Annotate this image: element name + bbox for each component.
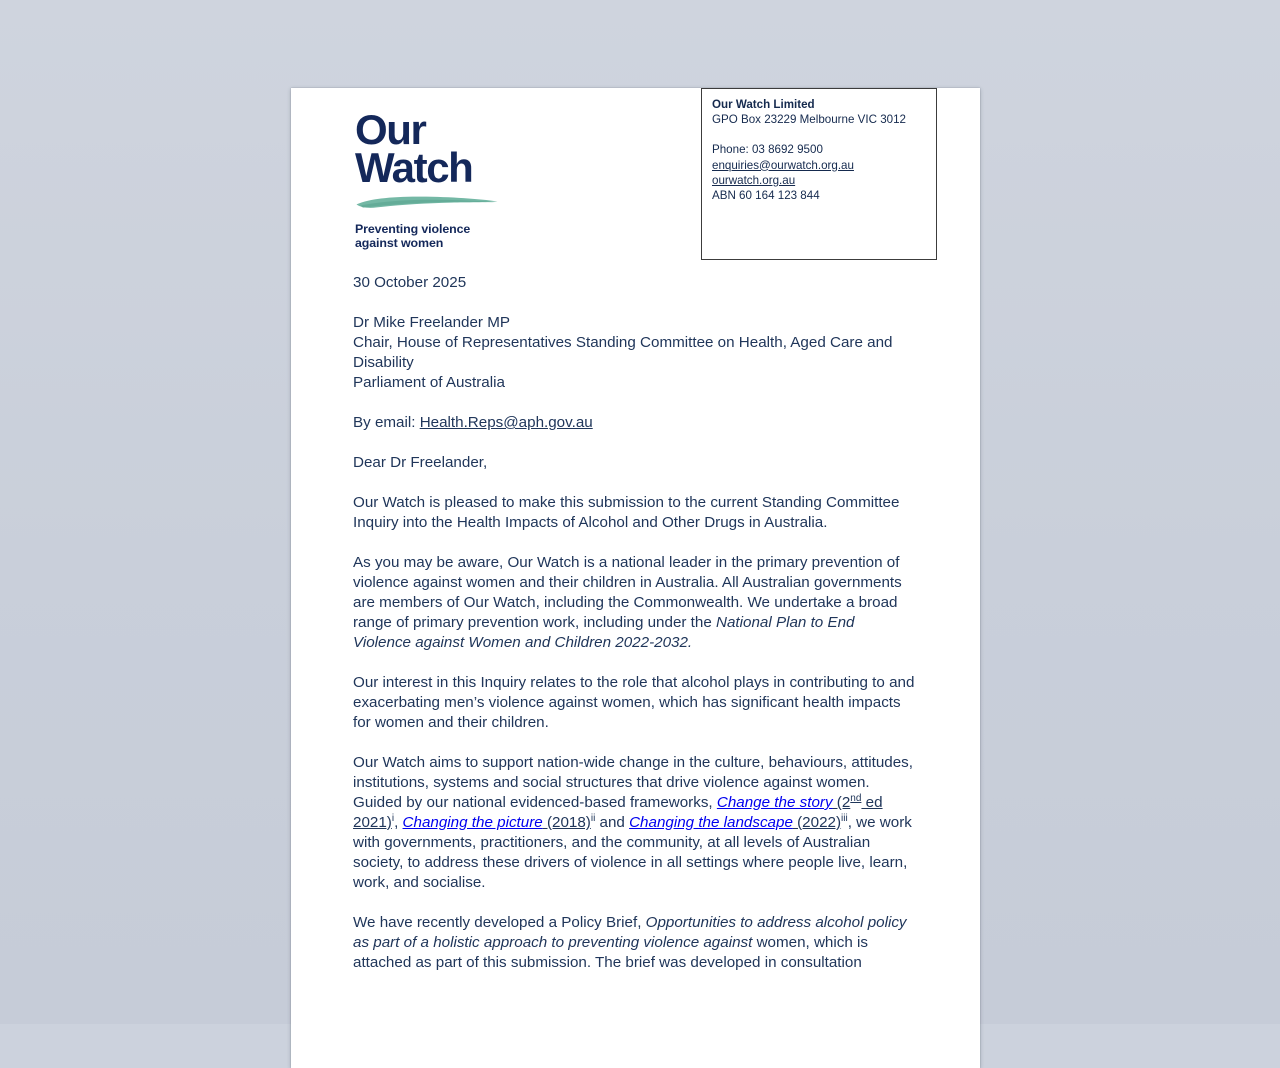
delivery-prefix: By email:	[353, 414, 420, 431]
changing-the-landscape-year: (2022)	[793, 814, 841, 831]
change-the-story-link[interactable]: Change the story	[717, 794, 833, 811]
delivery-line	[353, 413, 916, 433]
footnote-marker-ii[interactable]: ii	[591, 813, 595, 824]
our-watch-logo	[355, 111, 515, 251]
changing-the-landscape-link[interactable]: Changing the landscape	[629, 814, 793, 831]
brush-stroke-icon	[355, 195, 499, 210]
addressee-name: Dr Mike Freelander MP	[353, 313, 916, 333]
logo-tagline-line2: against women	[355, 236, 515, 250]
national-plan-title: National Plan to End Violence against Women and Children 2022-2032.	[353, 614, 854, 651]
footnote-marker-iii[interactable]: iii	[841, 813, 848, 824]
paragraph-3: Our interest in this Inquiry relates to the role that alcohol plays in contributing to and exacerbating men’s violence against women, which has significant health impacts for women and their children.	[353, 673, 916, 733]
paragraph-4	[353, 753, 916, 893]
edition-ordinal-suffix: nd	[850, 793, 861, 804]
paragraph-5	[353, 913, 916, 973]
addressee-organisation: Parliament of Australia	[353, 373, 916, 393]
website-link[interactable]: ourwatch.org.au	[712, 173, 926, 188]
footnote-marker-i[interactable]: i	[392, 813, 394, 824]
letter-page	[291, 88, 980, 1068]
paragraph-5-lead: We have recently developed a Policy Brief,	[353, 914, 646, 931]
paragraph-4-lead: Our Watch aims to support nation-wide change in the culture, behaviours, attitudes, institutions, systems and social structures that drive violence against women. Guided by our national evidenced-based frameworks,	[353, 754, 913, 811]
paragraph-4-tail: , we work with governments, practitioners, and the community, at all levels of Australian society, to address these drivers of violence in all settings where people live, learn, work, and socialise.	[353, 814, 912, 891]
paragraph-2	[353, 553, 916, 653]
letter-body	[291, 273, 980, 973]
logo-tagline-line1: Preventing violence	[355, 222, 515, 236]
letter-date: 30 October 2025	[353, 273, 916, 293]
addressee-role: Chair, House of Representatives Standing Committee on Health, Aged Care and Disability	[353, 333, 916, 373]
change-the-story-edition-pre: (2	[833, 794, 851, 811]
change-the-story-edition-post: ed 2021)	[353, 794, 883, 831]
policy-brief-title: Opportunities to address alcohol policy as part of a holistic approach to preventing violence against	[353, 914, 907, 951]
organisation-name: Our Watch Limited	[712, 97, 926, 112]
addressee-block	[353, 313, 916, 393]
paragraph-4-sep-2: and	[595, 814, 629, 831]
paragraph-4-sep-1: ,	[394, 814, 402, 831]
paragraph-5-tail: women, which is attached as part of this submission. The brief was developed in consultation	[353, 934, 868, 971]
spacer	[712, 127, 926, 142]
email-link[interactable]: enquiries@ourwatch.org.au	[712, 158, 926, 173]
changing-the-picture-year: (2018)	[543, 814, 591, 831]
paragraph-2-text: As you may be aware, Our Watch is a national leader in the primary prevention of violence against women and their children in Australia. All Australian governments are members of Our Watch, including the Commonwealth. We undertake a broad range of primary prevention work, including under the	[353, 554, 902, 631]
delivery-email-link[interactable]: Health.Reps@aph.gov.au	[420, 414, 593, 431]
logo-word-watch: Watch	[355, 149, 515, 187]
paragraph-1: Our Watch is pleased to make this submission to the current Standing Committee Inquiry into the Health Impacts of Alcohol and Other Drugs in Australia.	[353, 493, 916, 533]
letterhead	[291, 88, 980, 273]
logo-tagline	[355, 222, 515, 251]
abn-number: ABN 60 164 123 844	[712, 188, 926, 203]
changing-the-picture-link[interactable]: Changing the picture	[403, 814, 543, 831]
logo-word-our: Our	[355, 111, 515, 149]
phone-number: Phone: 03 8692 9500	[712, 142, 926, 157]
contact-details-box	[701, 88, 937, 260]
salutation: Dear Dr Freelander,	[353, 453, 916, 473]
postal-address: GPO Box 23229 Melbourne VIC 3012	[712, 112, 926, 127]
